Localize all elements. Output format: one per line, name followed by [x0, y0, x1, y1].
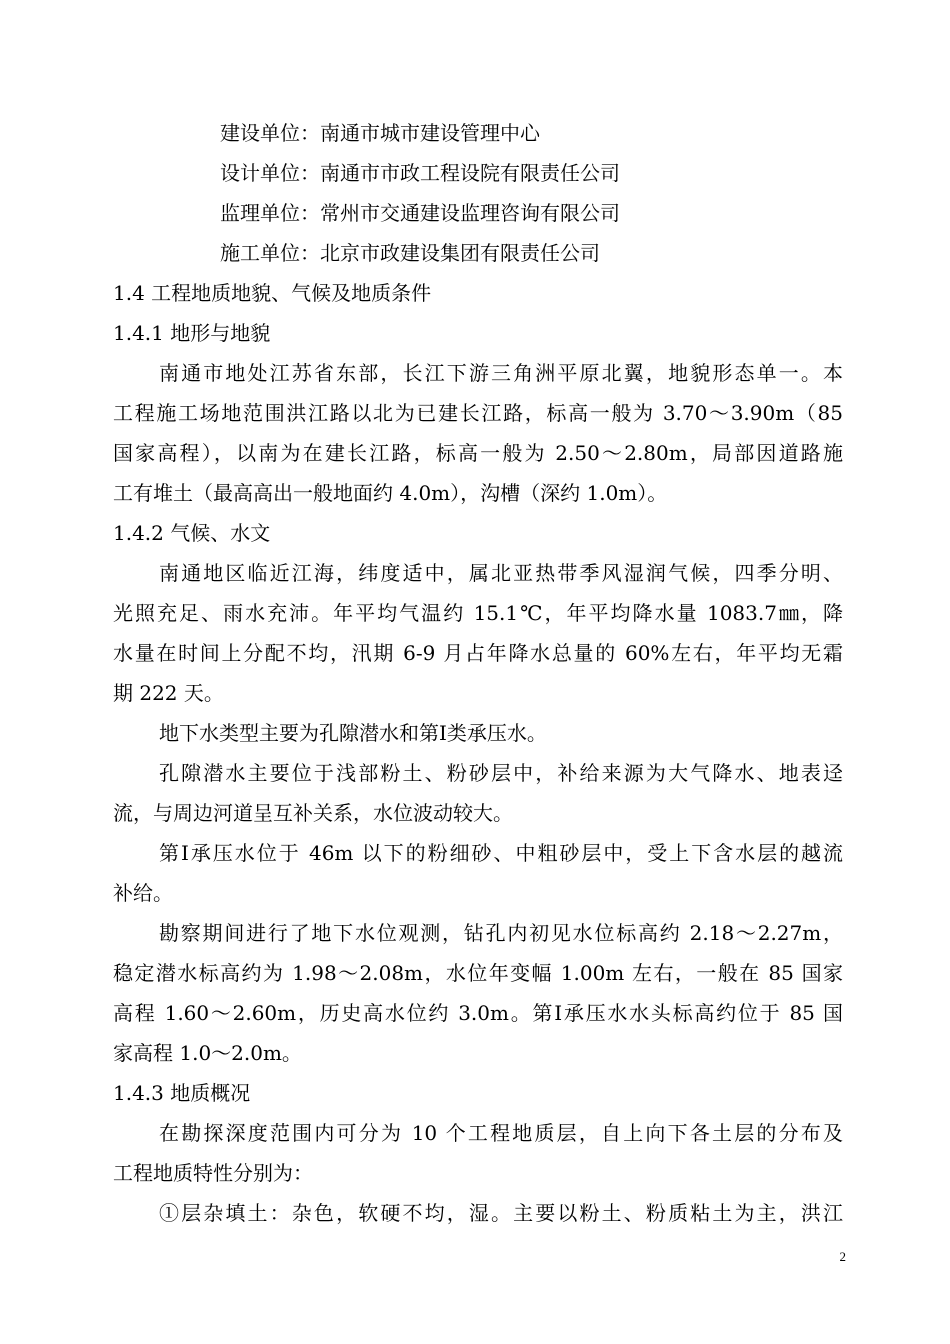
paragraph-line: 期 222 天。	[113, 681, 224, 705]
paragraph-line: 南通地区临近江海，纬度适中，属北亚热带季风湿润气候，四季分明、	[159, 561, 843, 585]
heading-1-4-2: 1.4.2 气候、水文	[113, 521, 271, 545]
paragraph-line: 光照充足、雨水充沛。年平均气温约 15.1℃，年平均降水量 1083.7㎜，降	[113, 601, 843, 625]
paragraph-line: 流，与周边河道呈互补关系，水位波动较大。	[113, 801, 513, 825]
paragraph-line: 勘察期间进行了地下水位观测，钻孔内初见水位标高约 2.18～2.27m，	[159, 921, 843, 945]
paragraph-line: 工程施工场地范围洪江路以北为已建长江路，标高一般为 3.70～3.90m（85	[113, 401, 843, 425]
paragraph-line: 工有堆土（最高高出一般地面约 4.0m），沟槽（深约 1.0m）。	[113, 481, 668, 505]
heading-1-4-1: 1.4.1 地形与地貌	[113, 321, 271, 345]
heading-1-4: 1.4 工程地质地貌、气候及地质条件	[113, 281, 432, 305]
paragraph-line: 国家高程），以南为在建长江路，标高一般为 2.50～2.80m，局部因道路施	[113, 441, 843, 465]
construction-unit: 施工单位：北京市政建设集团有限责任公司	[220, 241, 600, 265]
owner-unit: 建设单位：南通市城市建设管理中心	[220, 121, 540, 145]
paragraph-line: 孔隙潜水主要位于浅部粉土、粉砂层中，补给来源为大气降水、地表迳	[159, 761, 843, 785]
paragraph-line: 在勘探深度范围内可分为 10 个工程地质层，自上向下各土层的分布及	[159, 1121, 843, 1145]
paragraph-line: 水量在时间上分配不均，汛期 6-9 月占年降水总量的 60%左右，年平均无霜	[113, 641, 843, 665]
supervision-unit: 监理单位：常州市交通建设监理咨询有限公司	[220, 201, 620, 225]
paragraph-line: 补给。	[113, 881, 173, 905]
paragraph-line: 第Ⅰ承压水位于 46m 以下的粉细砂、中粗砂层中，受上下含水层的越流	[159, 841, 843, 865]
paragraph-line: 地下水类型主要为孔隙潜水和第Ⅰ类承压水。	[159, 721, 547, 745]
paragraph-line: 家高程 1.0～2.0m。	[113, 1041, 302, 1065]
paragraph-line: 高程 1.60～2.60m，历史高水位约 3.0m。第Ⅰ承压水水头标高约位于 85 国	[113, 1001, 843, 1025]
page-number: 2	[839, 1249, 846, 1264]
heading-1-4-3: 1.4.3 地质概况	[113, 1081, 251, 1105]
paragraph-line: ①层杂填土：杂色，软硬不均，湿。主要以粉土、粉质粘土为主，洪江	[159, 1201, 843, 1225]
paragraph-line: 南通市地处江苏省东部，长江下游三角洲平原北翼，地貌形态单一。本	[159, 361, 843, 385]
paragraph-line: 工程地质特性分别为：	[113, 1161, 313, 1185]
paragraph-line: 稳定潜水标高约为 1.98～2.08m，水位年变幅 1.00m 左右，一般在 85 国家	[113, 961, 843, 985]
design-unit: 设计单位：南通市市政工程设院有限责任公司	[220, 161, 620, 185]
